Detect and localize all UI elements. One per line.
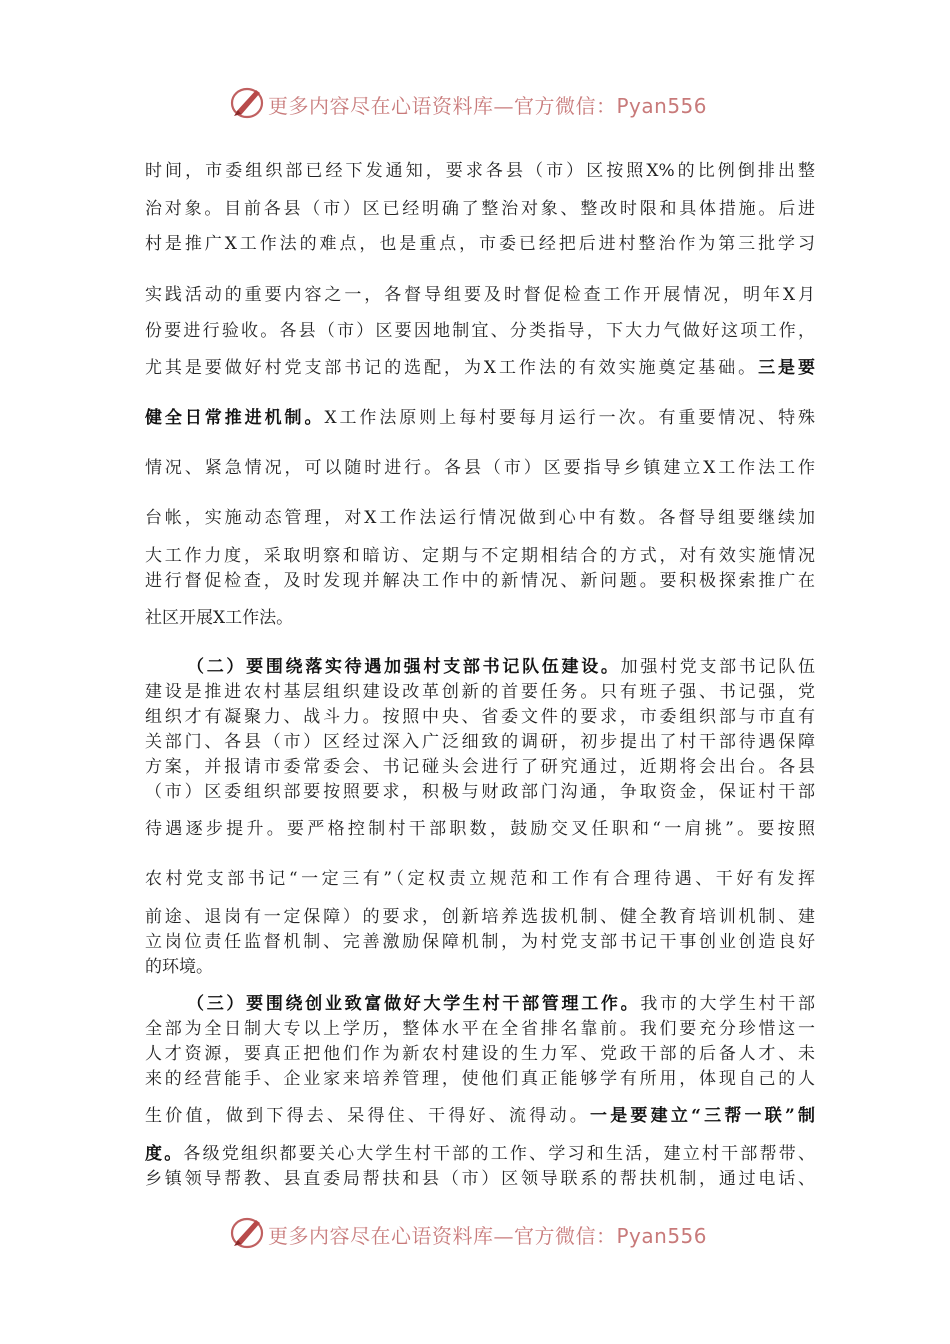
header-wechat-id: Pyan556 xyxy=(616,94,708,118)
body-line: 前途、退岗有一定保障）的要求，创新培养选拔机制、健全教育培训机制、建 xyxy=(145,907,815,927)
body-line: 建设是推进农村基层组织建设改革创新的首要任务。只有班子强、书记强，党 xyxy=(145,682,815,702)
body-line: 健全日常推进机制。X工作法原则上每村要每月运行一次。有重要情况、特殊 xyxy=(145,408,815,428)
body-line: 尤其是要做好村党支部书记的选配，为X工作法的有效实施奠定基础。三是要 xyxy=(145,358,815,378)
body-line: 乡镇领导帮教、县直委局帮扶和县（市）区领导联系的帮扶机制，通过电话、 xyxy=(145,1169,815,1189)
bold-heading: 健全日常推进机制。 xyxy=(145,408,325,428)
body-line: 关部门、各县（市）区经过深入广泛细致的调研，初步提出了村干部待遇保障 xyxy=(145,732,815,752)
body-line: 实践活动的重要内容之一，各督导组要及时督促检查工作开展情况，明年X月 xyxy=(145,285,815,305)
footer-banner-text: 更多内容尽在心语资料库—官方微信：Pyan556 xyxy=(268,1224,708,1248)
footer-wechat-id: Pyan556 xyxy=(616,1224,708,1248)
body-line: 全部为全日制大专以上学历，整体水平在全省排名靠前。我们要充分珍惜这一 xyxy=(145,1019,815,1039)
body-line: 待遇逐步提升。要严格控制村干部职数，鼓励交叉任职和“一肩挑”。要按照 xyxy=(145,819,815,839)
section-heading-line: （二）要围绕落实待遇加强村支部书记队伍建设。加强村党支部书记队伍 xyxy=(187,657,815,677)
bold-heading: 一是要建立“三帮一联”制 xyxy=(589,1106,815,1126)
body-line: 台帐，实施动态管理，对X工作法运行情况做到心中有数。各督导组要继续加 xyxy=(145,508,815,528)
section-heading: （二）要围绕落实待遇加强村支部书记队伍建设。 xyxy=(187,657,621,677)
footer-banner xyxy=(0,1210,950,1260)
body-line: 社区开展X工作法。 xyxy=(145,608,294,628)
header-banner xyxy=(0,80,950,130)
body-line: 度。各级党组织都要关心大学生村干部的工作、学习和生活，建立村干部帮带、 xyxy=(145,1144,815,1164)
body-line: 来的经营能手、企业家来培养管理，使他们真正能够学有所用，体现自己的人 xyxy=(145,1069,815,1089)
body-line: （市）区委组织部要按照要求，积极与财政部门沟通，争取资金，保证村干部 xyxy=(145,782,815,802)
body-line: 时间，市委组织部已经下发通知，要求各县（市）区按照X%的比例倒排出整 xyxy=(145,161,815,181)
body-line: 生价值，做到下得去、呆得住、干得好、流得动。一是要建立“三帮一联”制 xyxy=(145,1106,815,1126)
section-heading-line: （三）要围绕创业致富做好大学生村干部管理工作。我市的大学生村干部 xyxy=(187,994,815,1014)
body-line: 情况、紧急情况，可以随时进行。各县（市）区要指导乡镇建立X工作法工作 xyxy=(145,458,815,478)
body-line: 立岗位责任监督机制、完善激励保障机制，为村党支部书记干事创业创造良好 xyxy=(145,932,815,952)
pen-circle-logo-icon xyxy=(228,1212,268,1252)
body-line: 大工作力度，采取明察和暗访、定期与不定期相结合的方式，对有效实施情况 xyxy=(145,546,815,566)
body-line: 村是推广X工作法的难点，也是重点，市委已经把后进村整治作为第三批学习 xyxy=(145,234,815,254)
body-line: 组织才有凝聚力、战斗力。按照中央、省委文件的要求，市委组织部与市直有 xyxy=(145,707,815,727)
body-line: 治对象。目前各县（市）区已经明确了整治对象、整改时限和具体措施。后进 xyxy=(145,199,815,219)
header-banner-text: 更多内容尽在心语资料库—官方微信：Pyan556 xyxy=(268,94,708,118)
body-line: 进行督促检查，及时发现并解决工作中的新情况、新问题。要积极探索推广在 xyxy=(145,571,815,591)
bold-heading: 三是要 xyxy=(758,358,815,378)
body-line: 的环境。 xyxy=(145,957,213,977)
bold-heading: 度。 xyxy=(145,1144,184,1164)
body-line: 人才资源，要真正把他们作为新农村建设的生力军、党政干部的后备人才、未 xyxy=(145,1044,815,1064)
section-heading: （三）要围绕创业致富做好大学生村干部管理工作。 xyxy=(187,994,641,1014)
pen-circle-logo-icon xyxy=(228,82,268,122)
body-line: 份要进行验收。各县（市）区要因地制宜、分类指导，下大力气做好这项工作， xyxy=(145,321,815,341)
body-line: 农村党支部书记“一定三有”（定权责立规范和工作有合理待遇、干好有发挥 xyxy=(145,869,815,889)
body-line: 方案，并报请市委常委会、书记碰头会进行了研究通过，近期将会出台。各县 xyxy=(145,757,815,777)
